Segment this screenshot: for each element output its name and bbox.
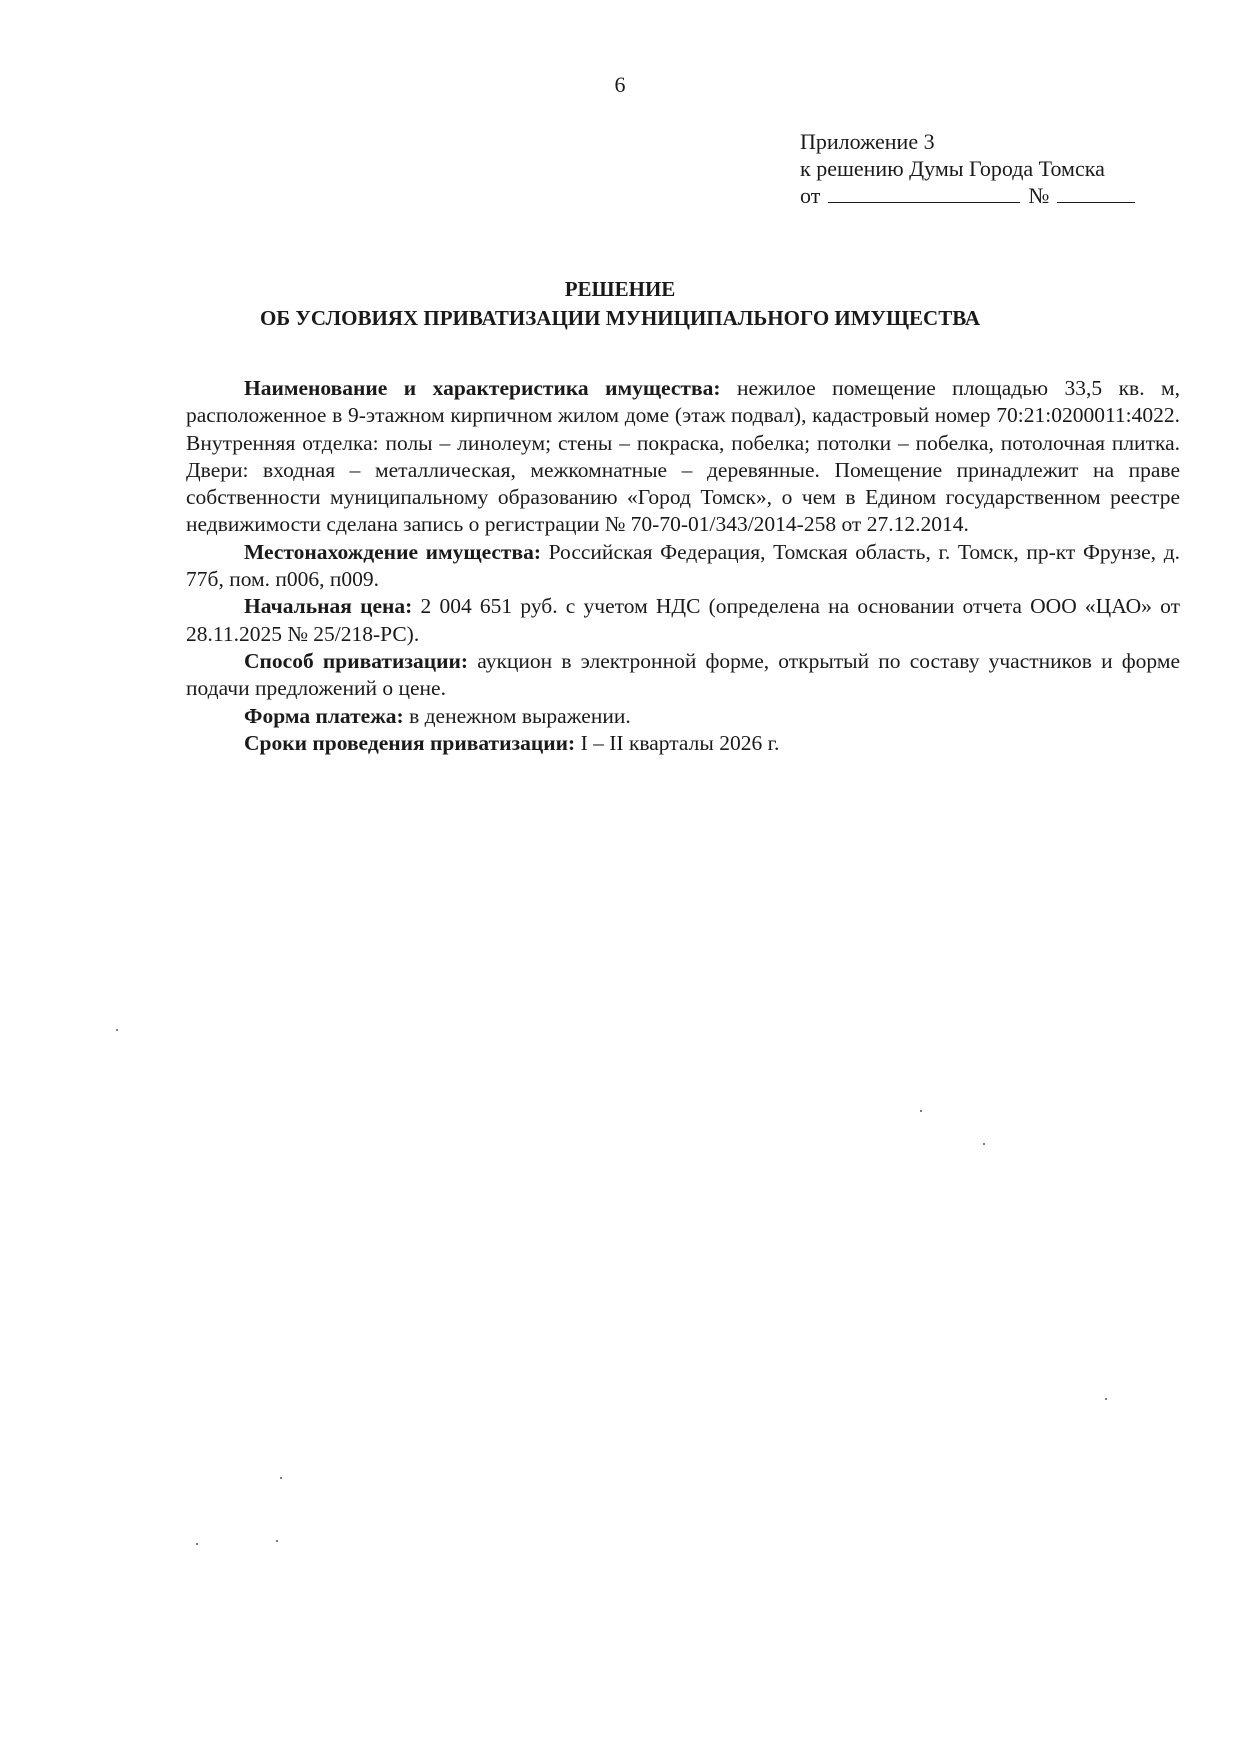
page-number: 6 (614, 72, 626, 97)
title-decision: РЕШЕНИЕ (564, 277, 676, 301)
scan-speck (116, 1029, 118, 1031)
section-label: Форма платежа: (244, 703, 404, 728)
scan-speck (280, 1477, 282, 1479)
title-subject: ОБ УСЛОВИЯХ ПРИВАТИЗАЦИИ МУНИЦИПАЛЬНОГО ИМУЩЕСТВА (259, 306, 981, 330)
section-payment-form (186, 703, 1180, 730)
section-label: Способ приватизации: (244, 648, 469, 673)
section-name-characteristics (186, 375, 1180, 539)
annex-date-line (800, 182, 1180, 209)
scan-speck (276, 1540, 278, 1542)
section-privatization-period (186, 730, 1180, 757)
number-sign: № (1028, 183, 1050, 208)
section-location (186, 539, 1180, 594)
section-text: аукцион в электронной форме, открытый по составу участников и форме подачи предложений о цене. (186, 648, 1181, 701)
section-label: Начальная цена: (244, 594, 413, 619)
document-body (186, 375, 1180, 757)
document-title (0, 275, 1240, 333)
annex-header (800, 128, 1180, 209)
section-text: I – II кварталы 2026 г. (575, 730, 780, 755)
section-label: Сроки проведения приватизации: (244, 730, 576, 755)
annex-reference: к решению Думы Города Томска (800, 156, 1105, 181)
section-text: 2 004 651 руб. с учетом НДС (определена на основании отчета ООО «ЦАО» от 28.11.2025 № 25/218-РС). (186, 594, 1180, 646)
section-text: нежилое помещение площадью 33,5 кв. м, расположенное в 9-этажном кирпичном жилом доме (этаж подвал), кадастровый номер 70:21:0200011:4022. Внутренняя отделка: полы – линолеум; стены – покраска, побелка; потолки – побелка, потолочная плитка. Двери: входная – металлическая, межкомнатные – деревянные. Помещение принадлежит на праве собственности муниципальному образованию «Город Томск», о чем в Едином государственном реестре недвижимости сделана запись о регистрации № 70-70-01/343/2014-258 от 27.12.2014. (186, 376, 1180, 537)
annex-number: Приложение 3 (800, 129, 935, 154)
date-prefix: от (800, 183, 821, 208)
section-text: Российская Федерация, Томская область, г. Томск, пр-кт Фрунзе, д. 77б, пом. п006, п009. (186, 539, 1181, 592)
section-initial-price (186, 593, 1180, 648)
date-blank (828, 182, 1020, 203)
number-blank (1057, 182, 1135, 203)
section-text: в денежном выражении. (403, 703, 631, 728)
section-privatization-method (186, 648, 1180, 703)
scan-speck (983, 1143, 985, 1145)
scan-speck (1105, 1398, 1107, 1400)
section-label: Местонахождение имущества: (244, 539, 541, 564)
section-label: Наименование и характеристика имущества: (244, 376, 721, 400)
scan-speck (196, 1543, 198, 1545)
scan-speck (920, 1110, 922, 1112)
